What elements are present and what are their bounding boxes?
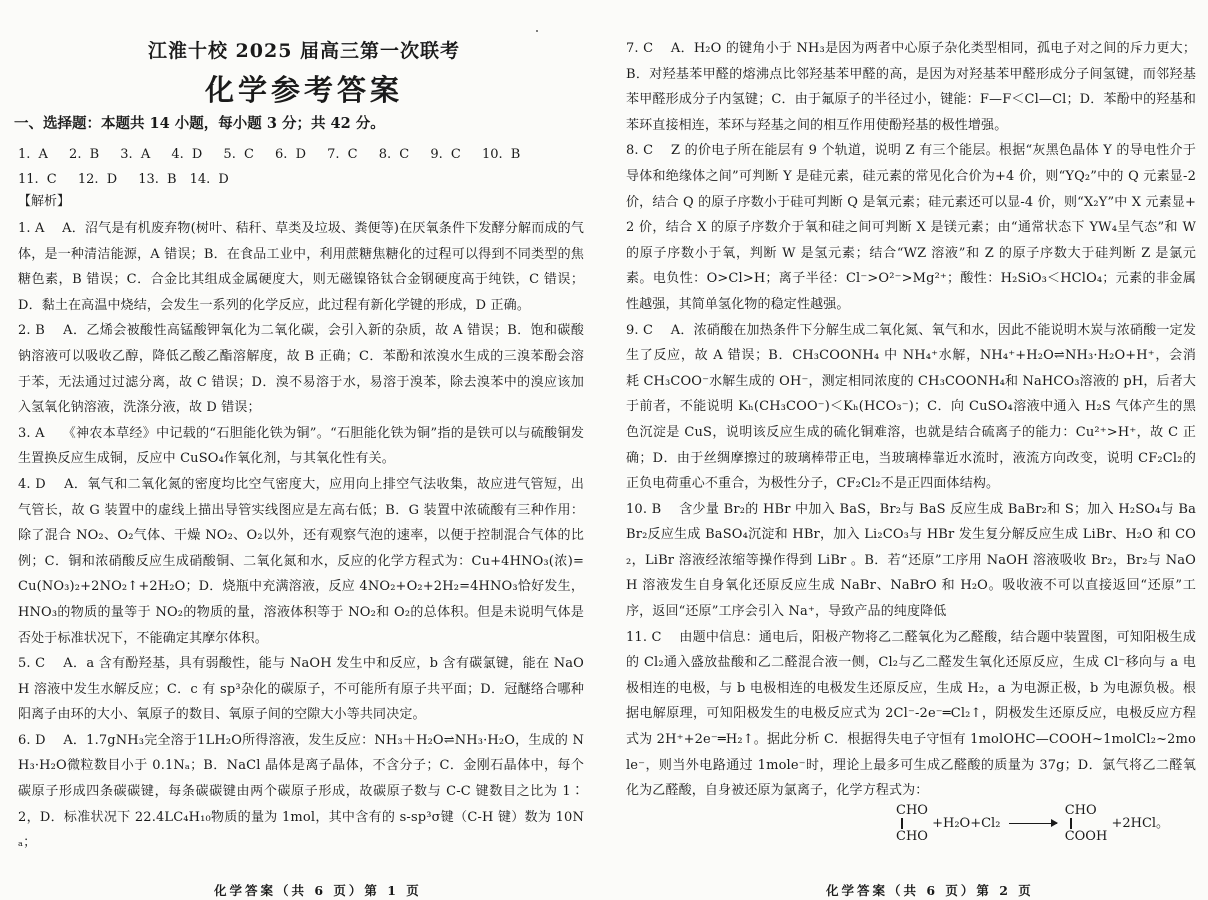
analysis-item-8: 8. C Z 的价电子所在能层有 9 个轨道，说明 Z 有三个能层。根据“灰黑色晶体 Y 的导电性介于导体和绝缘体之间”可判断 Y 是硅元素，硅元素的常见化合价为+4 价，则“YQ₂”中的 Q 元素显-2 价，结合 Q 的原子序数小于硅可判断 Q 是氧元素；硅元素还可以显-4 价，则“X₂Y”中 X 元素显+2 价，结合 X 的原子序数介于氧和硅之间可判断 X 是镁元素；由“通常状态下 YW₄呈气态”和 W 的原子序数小于氧，判断 W 是氢元素；结合“WZ 溶液”和 Z 的原子序数大于硅判断 Z 是氯元素。电负性：O>Cl>H；离子半径：Cl⁻>O²⁻>Mg²⁺；酸性：H₂SiO₃＜HClO₄；元素的非金属性越强，其简单氢化物的稳定性越强。 xyxy=(626,143,1196,312)
product-bottom: COOH xyxy=(1064,829,1108,844)
equation-tail: +2HCl。 xyxy=(1111,816,1170,831)
footer-page-2: 化学答案（共 6 页）第 2 页 xyxy=(826,883,1034,898)
analysis-block-left xyxy=(18,216,584,856)
exam-title: 江淮十校 2025 届高三第一次联考 xyxy=(147,40,461,62)
product-top: CHO xyxy=(1064,803,1097,818)
glyoxal-top: CHO xyxy=(896,803,928,818)
glyoxal-structure xyxy=(896,803,928,844)
reaction-arrow xyxy=(1009,823,1057,824)
page-1 xyxy=(14,0,586,900)
single-bond xyxy=(901,818,903,829)
analysis-item-9: 9. C A．浓硝酸在加热条件下分解生成二氧化氮、氧气和水，因此不能说明木炭与浓硝酸一定发生了反应，故 A 错误；B．CH₃COONH₄ 中 NH₄⁺水解，NH₄⁺+H₂O⇌NH₃·H₂O+H⁺，会消耗 CH₃COO⁻水解生成的 OH⁻，测定相同浓度的 CH₃COONH₄和 NaHCO₃溶液的 pH，后者大于前者，不能说明 Kₕ(CH₃COO⁻)＜Kₕ(HCO₃⁻)；C．向 CuSO₄溶液中通入 H₂S 气体产生的黑色沉淀是 CuS，说明该反应生成的硫化铜难溶，也就是结合硫离子的能力：Cu²⁺>H⁺，故 C 正确；D．由于丝绸摩擦过的玻璃棒带正电，当玻璃棒靠近水流时，液流方向改变，说明 CF₂Cl₂的正负电荷重心不重合，为极性分子，CF₂Cl₂不是正四面体结构。 xyxy=(626,322,1196,492)
analysis-item-3: 3. A 《神农本草经》中记载的“石胆能化铁为铜”。“石胆能化铁为铜”指的是铁可以与硫酸铜发生置换反应生成铜，反应中 CuSO₄作氧化剂，与其氧化性有关。 xyxy=(18,425,584,467)
page-2 xyxy=(626,0,1196,900)
page-title: 化学参考答案 xyxy=(204,73,403,107)
glyoxal-bottom: CHO xyxy=(896,829,928,844)
analysis-item-11: 11. C 由题中信息：通电后，阳极产物将乙二醛氧化为乙醛酸，结合题中装置图，可知阳极生成的 Cl₂通入盛放盐酸和乙二醛混合液一侧，Cl₂与乙二醛发生氧化还原反应，生成 Cl⁻移向与 a 电极相连的电极，与 b 电极相连的电极发生还原反应，生成 H₂，a 为电源正极，b 为电源负极。根据电解原理，可知阳极发生的电极反应式为 2Cl⁻-2e⁻═Cl₂↑，阴极发生还原反应，电极反应方程式为 2H⁺+2e⁻═H₂↑。据此分析 C．根据得失电子守恒有 1molOHC—COOH~1molCl₂~2mole⁻，则当外电路通过 1mole⁻时，理论上最多可生成乙醛酸的质量为 37g；D．氯气将乙二醛氧化为乙醛酸，自身被还原为氯离子，化学方程式为： xyxy=(626,629,1196,799)
analysis-item-2: 2. B A．乙烯会被酸性高锰酸钾氧化为二氧化碳，会引入新的杂质，故 A 错误；B．饱和碳酸钠溶液可以吸收乙醇，降低乙酸乙酯溶解度，故 B 正确；C．苯酚和浓溴水生成的三溴苯酚会溶于苯，无法通过过滤分离，故 C 错误；D．溴不易溶于水，易溶于溴苯，除去溴苯中的溴应该加入氢氧化钠溶液，洗涤分液，故 D 错误； xyxy=(18,323,584,416)
equation-reagents: +H₂O+Cl₂ xyxy=(932,816,1001,831)
analysis-label: 【解析】 xyxy=(18,194,71,209)
analysis-item-4: 4. D A．氧气和二氧化氮的密度均比空气密度大，应用向上排空气法收集，故应进气管短，出气管长，故 G 装置中的虚线上描出导管实线图应是左高右低；B．G 装置中浓硫酸有三种作用：除了混合 NO₂、O₂气体、干燥 NO₂、O₂以外，还有观察气泡的速率，以便于控制混合气体的比例；C．铜和浓硝酸反应生成硝酸铜、二氧化氮和水，反应的化学方程式为：Cu+4HNO₃(浓)=Cu(NO₃)₂+2NO₂↑+2H₂O；D．烧瓶中充满溶液，反应 4NO₂+O₂+2H₂=4HNO₃恰好发生，HNO₃的物质的量等于 NO₂的物质的量，溶液体积等于 NO₂和 O₂的总体积。但是未说明气体是否处于标准状况下，不能确定其摩尔体积。 xyxy=(18,476,584,646)
analysis-block-right xyxy=(626,36,1196,804)
analysis-item-6: 6. D A．1.7gNH₃完全溶于1LH₂O所得溶液，发生反应：NH₃＋H₂O⇌NH₃·H₂O，生成的 NH₃·H₂O微粒数目小于 0.1Nₐ；B．NaCl 晶体是离子晶体，不含分子；C．金刚石晶体中，每个碳原子形成四条碳碳键，每条碳碳键由两个碳原子形成，故碳原子数与 C-C 键数目之比为 1∶2，D．标准状况下 22.4LC₄H₁₀物质的量为 1mol，其中含有的 s-sp³σ键（C-H 键）数为 10Nₐ； xyxy=(18,732,584,851)
analysis-item-7: 7. C A．H₂O 的键角小于 NH₃是因为两者中心原子杂化类型相同，孤电子对之间的斥力更大；B．对羟基苯甲醛的熔沸点比邻羟基苯甲醛的高，是因为对羟基苯甲醛形成分子间氢键，而邻羟基苯甲醛形成分子内氢键；C．由于氟原子的半径过小，键能：F—F＜Cl—Cl；D．苯酚中的羟基和苯环直接相连，苯环与羟基之间的相互作用使酚羟基的极性增强。 xyxy=(626,41,1196,133)
scan-speck xyxy=(536,30,538,32)
analysis-item-10: 10. B 含少量 Br₂的 HBr 中加入 BaS，Br₂与 BaS 反应生成 BaBr₂和 S；加入 H₂SO₄与 BaBr₂反应生成 BaSO₄沉淀和 HBr，加入 Li₂CO₃与 HBr 发生复分解反应生成 LiBr、H₂O 和 CO₂，LiBr 溶液经浓缩等操作得到 LiBr 。B．若“还原”工序用 NaOH 溶液吸收 Br₂，Br₂与 NaOH 溶液发生自身氧化还原反应生成 NaBr、NaBrO 和 H₂O。吸收液不可以直接返回“还原”工序，返回“还原”工序会引入 Na⁺，导致产品的纯度降低 xyxy=(626,501,1196,620)
analysis-item-1: 1. A A．沼气是有机废弃物(树叶、秸秆、草类及垃圾、粪便等)在厌氧条件下发酵分解而成的气体，是一种清洁能源，A 错误；B．在食品工业中，利用蔗糖焦糖化的过程可以得到不同类型的焦糖色素，B 错误；C．合金比其组成金属硬度大，则无磁镍铬钛合金钢硬度高于纯铁，C 错误；D．黏土在高温中烧结，会发生一系列的化学反应，此过程有新化学键的形成，D 正确。 xyxy=(18,221,584,313)
footer-page-1: 化学答案（共 6 页）第 1 页 xyxy=(214,883,422,898)
answer-row-2: 11. C 12. D 13. B 14. D xyxy=(18,172,229,187)
answer-row-1: 1. A 2. B 3. A 4. D 5. C 6. D 7. C 8. C 9. C 10. B xyxy=(18,147,521,162)
section-heading: 一、选择题：本题共 14 小题，每小题 3 分；共 42 分。 xyxy=(14,115,385,132)
glyoxylic-acid-structure xyxy=(1065,803,1108,844)
analysis-item-5: 5. C A．a 含有酚羟基，具有弱酸性，能与 NaOH 发生中和反应，b 含有碳氯键，能在 NaOH 溶液中发生水解反应；C．c 有 sp³杂化的碳原子，不可能所有原子共平面；D．冠醚络合哪种阳离子由环的大小、氧原子的数目、氧原子间的空隙大小等共同决定。 xyxy=(18,656,584,723)
single-bond xyxy=(1070,818,1072,829)
oxidation-equation xyxy=(896,803,1169,844)
